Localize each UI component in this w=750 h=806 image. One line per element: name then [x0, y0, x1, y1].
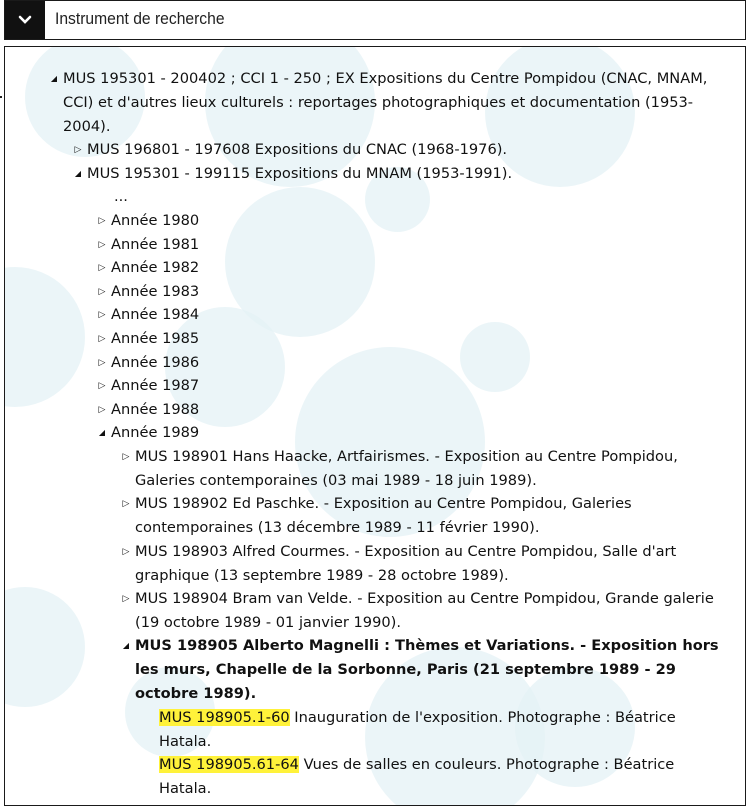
collapsed-arrow-icon[interactable]: ▷ [98, 334, 106, 344]
finding-aid-header [4, 0, 746, 40]
expanded-arrow-icon[interactable]: ◢ [98, 428, 106, 437]
tree-node-label[interactable]: MUS 196801 - 197608 Expositions du CNAC (1968-1976). [87, 141, 508, 158]
collapsed-arrow-icon[interactable]: ▷ [98, 216, 106, 226]
tree-node-year[interactable] [95, 327, 295, 351]
collapsed-arrow-icon[interactable]: ▷ [122, 499, 130, 509]
collapsed-arrow-icon[interactable]: ▷ [98, 287, 106, 297]
tree-node-label[interactable]: MUS 198902 Ed Paschke. - Exposition au Centre Pompidou, Galeries contemporaines (13 décembre 1989 - 11 février 1990). [135, 495, 632, 536]
background-bubble [460, 322, 530, 392]
tree-node-label[interactable]: MUS 198905 Alberto Magnelli : Thèmes et Variations. - Exposition hors les murs, Chapelle de la Sorbonne, Paris (21 septembre 1989 - 29 octobre 1989). [135, 637, 719, 702]
highlighted-code[interactable]: MUS 198905.1-60 [159, 709, 290, 726]
tree-node-year[interactable] [95, 280, 295, 304]
tree-node-label[interactable]: Année 1987 [111, 377, 200, 394]
tree-node-label[interactable]: Année 1983 [111, 283, 200, 300]
collapsed-arrow-icon[interactable]: ▷ [98, 310, 106, 320]
tree-node-mnam[interactable] [71, 162, 721, 186]
tree-node-exhibition-selected[interactable] [119, 634, 729, 706]
tree-node-label[interactable]: MUS 195301 - 200402 ; CCI 1 - 250 ; EX Expositions du Centre Pompidou (CNAC, MNAM, CCI) et d'autres lieux culturels : reportages photographiques et documentation (1953-2004). [63, 70, 708, 135]
tree-node-year[interactable] [95, 303, 295, 327]
collapsed-arrow-icon[interactable]: ▷ [98, 240, 106, 250]
tree-node-label[interactable]: Année 1982 [111, 259, 200, 276]
tree-node-year[interactable] [95, 209, 295, 233]
tree-node-label[interactable]: MUS 195301 - 199115 Expositions du MNAM (1953-1991). [87, 165, 513, 182]
tree-node-label[interactable]: Année 1981 [111, 236, 200, 253]
expanded-arrow-icon[interactable]: ◢ [74, 169, 82, 178]
expanded-arrow-icon[interactable]: ◢ [122, 641, 130, 650]
tree-node-label[interactable]: Année 1989 [111, 424, 200, 441]
tree-node-year-1989[interactable] [95, 421, 295, 445]
collapsed-arrow-icon[interactable]: ▷ [74, 145, 82, 155]
page-margin-mark [0, 96, 2, 98]
chevron-down-icon [18, 15, 32, 25]
leaf-description: Vues de salles en couleurs. Photographe : Béatrice Hatala. [159, 756, 675, 797]
tree-node-label[interactable]: Année 1984 [111, 306, 200, 323]
tree-node-label[interactable]: MUS 198904 Bram van Velde. - Exposition au Centre Pompidou, Grande galerie (19 octobre 1989 - 01 janvier 1990). [135, 590, 714, 631]
tree-node-exhibition[interactable] [119, 445, 724, 493]
collapse-toggle-button[interactable] [5, 1, 45, 39]
tree-node-year[interactable] [95, 233, 295, 257]
tree-leaf-item[interactable] [159, 753, 719, 801]
tree-node-exhibition[interactable] [119, 540, 724, 588]
tree-node-exhibition[interactable] [119, 492, 724, 540]
more-items-ellipsis[interactable]: ... [114, 188, 128, 205]
collapsed-arrow-icon[interactable]: ▷ [122, 547, 130, 557]
background-bubble [4, 587, 85, 707]
collapsed-arrow-icon[interactable]: ▷ [98, 405, 106, 415]
tree-node-year[interactable] [95, 374, 295, 398]
leaf-description: Inauguration de l'exposition. Photographe : Béatrice Hatala. [159, 709, 676, 750]
tree-node-cnac[interactable] [71, 138, 721, 162]
background-bubble [4, 267, 85, 407]
expanded-arrow-icon[interactable]: ◢ [50, 74, 58, 83]
tree-node-label[interactable]: Année 1985 [111, 330, 200, 347]
header-title: Instrument de recherche [55, 9, 225, 28]
tree-node-exhibition[interactable] [119, 587, 724, 635]
collapsed-arrow-icon[interactable]: ▷ [98, 358, 106, 368]
tree-node-root[interactable] [47, 67, 717, 139]
tree-node-year[interactable] [95, 398, 295, 422]
collapsed-arrow-icon[interactable]: ▷ [98, 263, 106, 273]
tree-node-year[interactable] [95, 256, 295, 280]
tree-node-label[interactable]: Année 1988 [111, 401, 200, 418]
tree-node-year[interactable] [95, 351, 295, 375]
collapsed-arrow-icon[interactable]: ▷ [122, 452, 130, 462]
collapsed-arrow-icon[interactable]: ▷ [122, 594, 130, 604]
tree-node-label[interactable]: MUS 198901 Hans Haacke, Artfairismes. - Exposition au Centre Pompidou, Galeries contemporaines (03 mai 1989 - 18 juin 1989). [135, 448, 678, 489]
finding-aid-tree-panel [4, 46, 746, 806]
tree-node-label[interactable]: Année 1980 [111, 212, 200, 229]
tree-node-label[interactable]: Année 1986 [111, 354, 200, 371]
tree-leaf-item[interactable] [159, 706, 719, 754]
highlighted-code[interactable]: MUS 198905.61-64 [159, 756, 299, 773]
collapsed-arrow-icon[interactable]: ▷ [98, 381, 106, 391]
tree-node-label[interactable]: MUS 198903 Alfred Courmes. - Exposition au Centre Pompidou, Salle d'art graphique (13 septembre 1989 - 28 octobre 1989). [135, 543, 677, 584]
